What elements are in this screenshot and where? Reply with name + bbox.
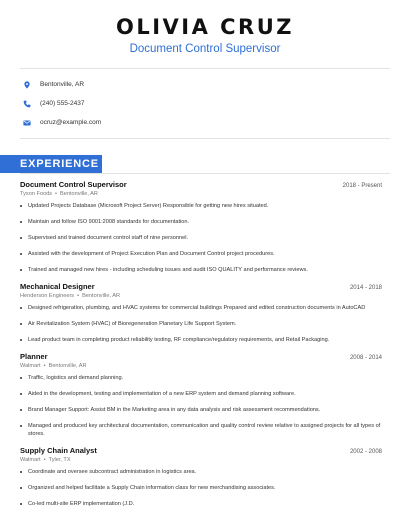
contact-email: [22, 113, 410, 132]
list-item: Air Revitalization System (HVAC) of Bioregeneration Planetary Life Support System.: [20, 320, 382, 328]
job-entry: [20, 180, 382, 274]
list-item: Lead product team in completing product reliability testing, RF compliance/regulatory requirements, and Retail Packaging.: [20, 336, 382, 344]
job-bullets: [20, 202, 382, 274]
job-dates: 2008 - 2014: [349, 355, 382, 361]
list-item: Aided in the development, testing and implementation of a new ERP system and demand planning software.: [20, 390, 382, 398]
phone-icon: [22, 99, 32, 109]
job-title: Planner: [20, 352, 48, 361]
list-item: Updated Projects Database (Microsoft Project Server) Responsible for getting new hires situated.: [20, 202, 382, 210]
job-organization: [20, 457, 382, 463]
list-item: Managed and produced key architectural documentation, communication and quality control review relative to assigned projects for all types of stores.: [20, 422, 382, 438]
experience-list: [0, 180, 410, 508]
separator-dot: •: [43, 363, 46, 369]
list-item: Maintain and follow ISO 9001:2008 standards for documentation.: [20, 218, 382, 226]
contact-location: [22, 75, 410, 94]
list-item: Supervised and trained document control staff of nine personnel.: [20, 234, 382, 242]
contact-divider: [20, 138, 390, 139]
job-dates: 2014 - 2018: [349, 285, 382, 291]
job-organization: [20, 191, 382, 197]
job-bullets: [20, 468, 382, 508]
job-entry: [20, 282, 382, 344]
contact-email-text: ocruz@example.com: [40, 119, 102, 126]
job-dates: 2002 - 2008: [349, 449, 382, 455]
list-item: Assisted with the development of Project Execution Plan and Document Control project procedures.: [20, 250, 382, 258]
separator-dot: •: [43, 457, 46, 463]
list-item: Brand Manager Support: Assist BM in the Marketing area in any data analysis and risk assessment recommendations.: [20, 406, 382, 414]
mail-icon: [22, 118, 32, 128]
separator-dot: •: [55, 191, 57, 197]
job-bullets: [20, 304, 382, 344]
experience-heading: EXPERIENCE: [0, 155, 102, 173]
job-organization: [20, 363, 382, 369]
job-company: Walmart: [20, 363, 41, 369]
list-item: Organized and helped facilitate a Supply Chain information class for new merchandising associates.: [20, 484, 382, 492]
list-item: Co-led multi-site ERP implementation (J.D.: [20, 500, 382, 508]
job-location: Bentonville, AR: [60, 191, 98, 197]
separator-dot: •: [77, 293, 80, 299]
job-title: Supply Chain Analyst: [20, 446, 97, 455]
contact-list: [0, 69, 410, 138]
job-entry: [20, 352, 382, 438]
job-title: Document Control Supervisor: [20, 180, 127, 189]
job-entry: [20, 446, 382, 508]
candidate-name: OLIVIA CRUZ: [115, 15, 295, 39]
job-location: Bentonville, AR: [82, 293, 121, 299]
job-organization: [20, 293, 382, 299]
contact-phone: [22, 94, 410, 113]
location-pin-icon: [22, 80, 32, 90]
job-company: Henderson Engineers: [20, 293, 75, 299]
job-dates: 2018 - Present: [342, 183, 382, 189]
list-item: Trained and managed new hires - including scheduling issues and audit ISO QUALITY and performance reviews.: [20, 266, 382, 274]
experience-divider: [20, 173, 390, 174]
contact-location-text: Bentonville, AR: [40, 81, 85, 88]
list-item: Coordinate and oversee subcontract administration in logistics area.: [20, 468, 382, 476]
job-company: Tyson Foods: [20, 191, 53, 197]
contact-phone-text: (240) 555-2437: [40, 100, 85, 107]
job-company: Walmart: [20, 457, 41, 463]
job-location: Tyler, TX: [48, 457, 71, 463]
list-item: Designed refrigeration, plumbing, and HVAC systems for commercial buildings Prepared and edited construction documents in AutoCAD: [20, 304, 382, 312]
list-item: Traffic, logistics and demand planning.: [20, 374, 382, 382]
resume-header: [0, 0, 410, 55]
job-bullets: [20, 374, 382, 438]
job-title: Mechanical Designer: [20, 282, 95, 291]
candidate-role: Document Control Supervisor: [129, 43, 281, 55]
job-location: Bentonville, AR: [48, 363, 87, 369]
